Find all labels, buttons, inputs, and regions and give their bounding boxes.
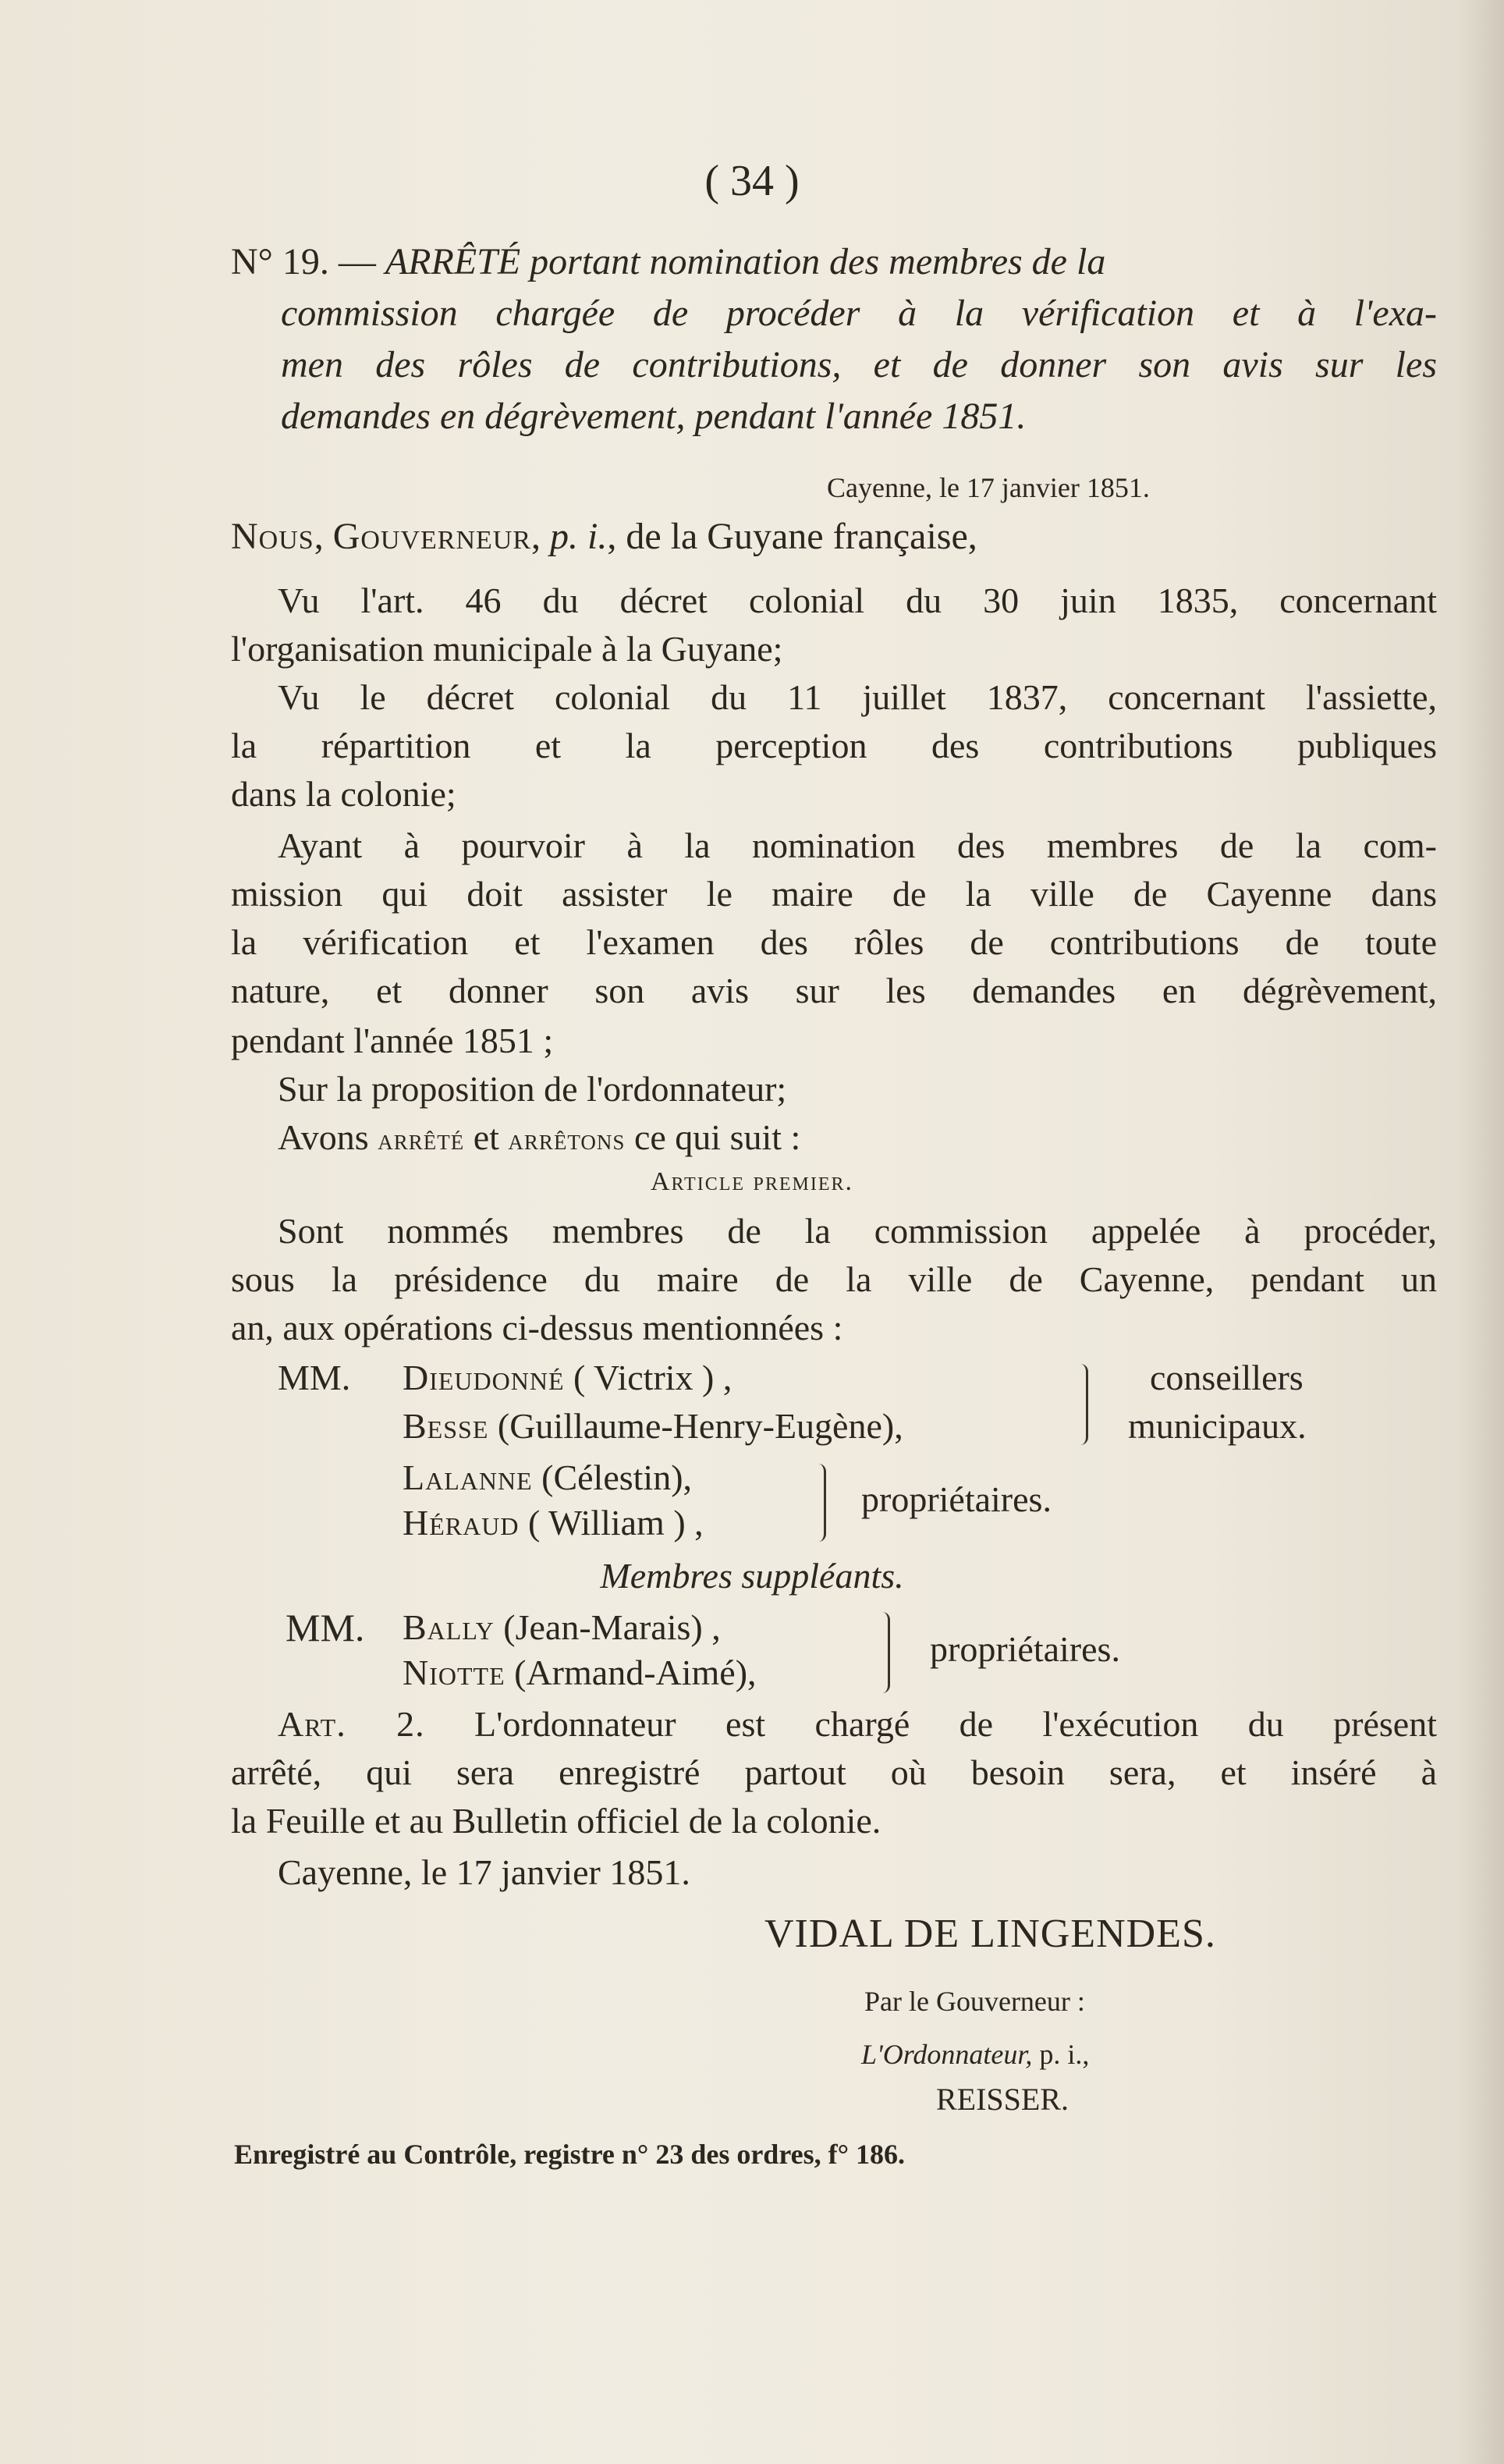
art2-line-3: la Feuille et au Bulletin officiel de la colonie. bbox=[231, 1801, 881, 1841]
body-line-2: l'organisation municipale à la Guyane; bbox=[231, 629, 783, 669]
body-line-5: dans la colonie; bbox=[231, 774, 456, 814]
art1-line-2: sous la présidence du maire de la ville de Cayenne, pendant un bbox=[231, 1259, 1437, 1299]
mm-label: MM. bbox=[278, 1358, 351, 1397]
avons-text: Avons bbox=[278, 1117, 378, 1157]
body-line-7: mission qui doit assister le maire de la ville de Cayenne dans bbox=[231, 874, 1437, 914]
supp-given: (Jean-Marais) , bbox=[494, 1607, 721, 1647]
reisser: REISSER. bbox=[936, 2082, 1069, 2117]
member-besse bbox=[403, 1401, 903, 1451]
member-dieudonne bbox=[403, 1353, 732, 1403]
membres-suppleants-heading: Membres suppléants. bbox=[600, 1556, 904, 1596]
governor-line bbox=[231, 512, 977, 562]
body-line-3: Vu le décret colonial du 11 juillet 1837, concernant l'assiette, bbox=[278, 677, 1437, 717]
art2-text-1: L'ordonnateur est chargé de l'exécution du présent bbox=[424, 1704, 1437, 1744]
member-given: ( William ) , bbox=[519, 1503, 704, 1543]
gouverneur-label: Gouverneur bbox=[332, 516, 532, 557]
arrete-label: arrêté bbox=[378, 1124, 465, 1156]
body-line-6: Ayant à pourvoir à la nomination des membres de la com- bbox=[278, 825, 1437, 865]
closing-date: Cayenne, le 17 janvier 1851. bbox=[278, 1852, 690, 1892]
supp-bally bbox=[403, 1603, 721, 1653]
brace-suppleants bbox=[877, 1612, 890, 1693]
guyane-text: , de la Guyane française, bbox=[607, 516, 977, 557]
role-municipaux: municipaux. bbox=[1128, 1406, 1307, 1446]
member-given: (Célestin), bbox=[532, 1457, 693, 1497]
gov-sep-2: , bbox=[531, 516, 551, 557]
brace-group-1 bbox=[1075, 1364, 1088, 1445]
decree-number: N° 19. — bbox=[231, 241, 385, 282]
body-line-12 bbox=[278, 1113, 800, 1165]
body-line-4: la répartition et la perception des contributions publiques bbox=[231, 726, 1437, 765]
art2-line-2: arrêté, qui sera enregistré partout où besoin sera, et inséré à bbox=[231, 1752, 1437, 1792]
body-line-9: nature, et donner son avis sur les demandes en dégrèvement, bbox=[231, 971, 1437, 1010]
supp-niotte bbox=[403, 1648, 757, 1698]
decree-title-line-2: commission chargée de procéder à la vérification et à l'exa- bbox=[281, 293, 1437, 334]
role-proprietaires-2: propriétaires. bbox=[930, 1629, 1120, 1669]
member-given: (Guillaume-Henry-Eugène), bbox=[488, 1406, 903, 1446]
art2-label: Art. 2. bbox=[278, 1704, 425, 1744]
member-surname: Héraud bbox=[403, 1503, 520, 1543]
body-line-11: Sur la proposition de l'ordonnateur; bbox=[278, 1069, 787, 1109]
supp-surname: Niotte bbox=[403, 1653, 505, 1692]
decree-title-line-3: men des rôles de contributions, et de donner son avis sur les bbox=[281, 344, 1437, 385]
par-le-gouverneur: Par le Gouverneur : bbox=[864, 1986, 1085, 2017]
place-date: Cayenne, le 17 janvier 1851. bbox=[827, 472, 1150, 503]
art1-line-1: Sont nommés membres de la commission appelée à procéder, bbox=[278, 1211, 1437, 1251]
member-surname: Dieudonné bbox=[403, 1358, 565, 1397]
body-line-8: la vérification et l'examen des rôles de contributions de toute bbox=[231, 922, 1437, 962]
article-premier-heading: Article premier. bbox=[650, 1167, 854, 1196]
gov-sep-1: , bbox=[314, 516, 333, 557]
art2-line-1 bbox=[278, 1699, 1437, 1749]
member-given: ( Victrix ) , bbox=[564, 1358, 732, 1397]
art1-line-3: an, aux opérations ci-dessus mentionnées : bbox=[231, 1308, 843, 1347]
member-heraud bbox=[403, 1498, 704, 1548]
pi-label: p. i. bbox=[550, 516, 608, 557]
ordonnateur-label: L'Ordonnateur, bbox=[861, 2039, 1033, 2070]
ordonnateur-pi: p. i., bbox=[1032, 2039, 1090, 2070]
supp-surname: Bally bbox=[403, 1607, 495, 1647]
decree-title-line-1 bbox=[231, 237, 1437, 287]
decree-title-text-1: ARRÊTÉ portant nomination des membres de la bbox=[385, 241, 1106, 282]
page-number: ( 34 ) bbox=[704, 157, 800, 205]
body-line-10: pendant l'année 1851 ; bbox=[231, 1021, 554, 1060]
role-conseillers: conseillers bbox=[1150, 1358, 1304, 1397]
role-proprietaires-1: propriétaires. bbox=[861, 1479, 1052, 1519]
decree-title-line-4: demandes en dégrèvement, pendant l'année 1851. bbox=[281, 396, 1027, 437]
member-surname: Lalanne bbox=[403, 1457, 533, 1497]
arretons-label: arrêtons bbox=[508, 1124, 626, 1156]
member-lalanne bbox=[403, 1453, 692, 1503]
et-text: et bbox=[464, 1117, 509, 1157]
signature: VIDAL DE LINGENDES. bbox=[764, 1912, 1216, 1956]
brace-group-2 bbox=[813, 1464, 826, 1542]
supp-mm-label: MM. bbox=[286, 1606, 365, 1649]
nous-label: Nous bbox=[231, 516, 314, 557]
supp-given: (Armand-Aimé), bbox=[505, 1653, 757, 1692]
registration-line: Enregistré au Contrôle, registre n° 23 des ordres, f° 186. bbox=[234, 2139, 906, 2170]
ordonnateur-line bbox=[861, 2035, 1089, 2074]
body-line-1: Vu l'art. 46 du décret colonial du 30 juin 1835, concernant bbox=[278, 580, 1437, 620]
ce-qui-suit-text: ce qui suit : bbox=[625, 1117, 801, 1157]
page-edge-shadow bbox=[1457, 0, 1504, 2464]
member-surname: Besse bbox=[403, 1406, 489, 1446]
